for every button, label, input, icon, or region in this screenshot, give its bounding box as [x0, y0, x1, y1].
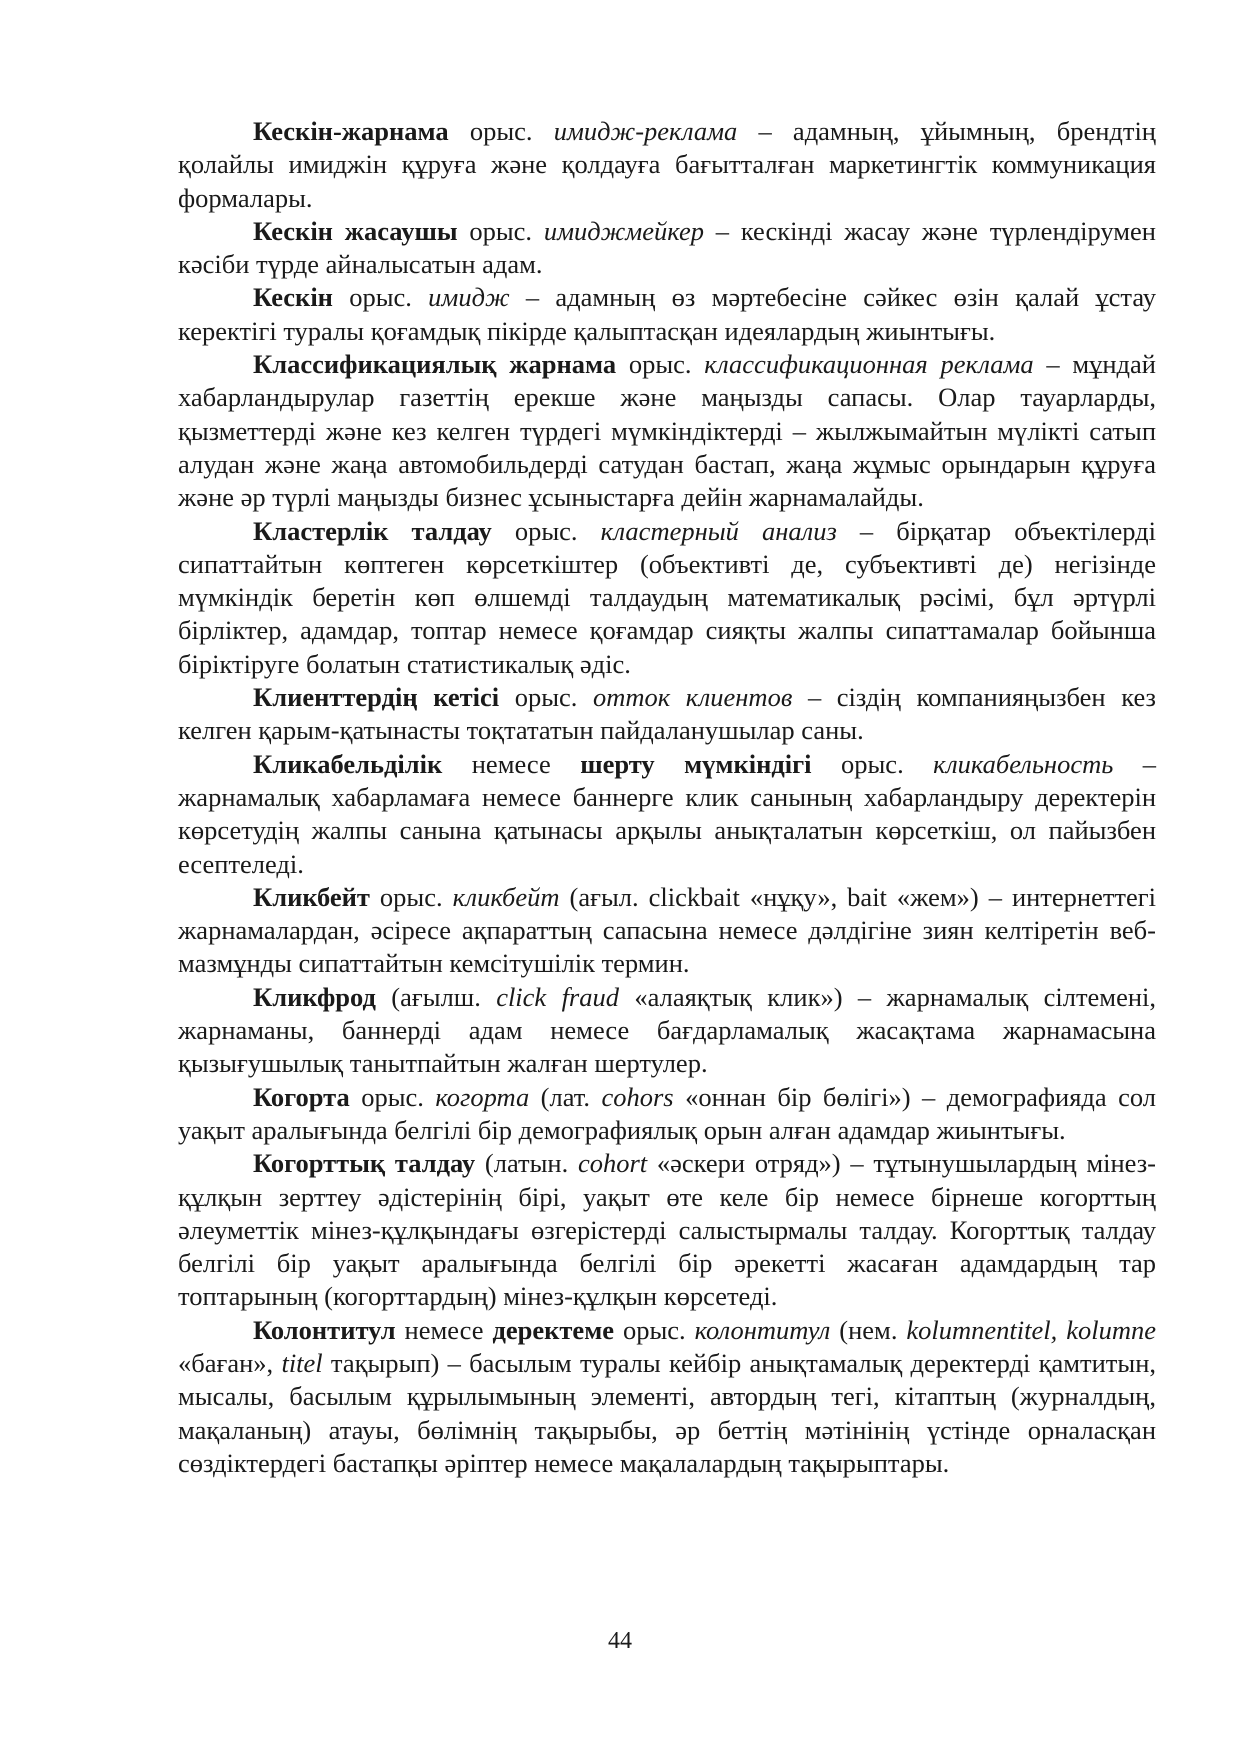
entry-term: Кликфрод	[253, 981, 376, 1012]
entry-translation: кликбейт	[452, 881, 560, 912]
entry-term: Кескін жасаушы	[253, 215, 458, 246]
entry-term: Кликабельділік	[253, 748, 443, 779]
entry-text: (нем.	[830, 1314, 907, 1345]
entry-text: орыс.	[448, 116, 554, 146]
entry-term: Когорттық талдау	[253, 1148, 476, 1179]
entry-text: – бірқатар объектілерді сипаттайтын көптеген көрсеткіштер (объективті де, субъективті де) негізінде мүмкіндік беретін көп өлшемді талдаудың математикалық рәсімі, бұл әртүрлі бірліктер, адамдар, топтар немесе қоғамдар сияқты жалпы сипаттамалар бойынша біріктіруге болатын статистикалық әдіс.	[178, 515, 1156, 679]
entry-translation: имидж-реклама	[553, 116, 738, 146]
entry-translation: отток клиентов	[593, 682, 793, 713]
glossary-entry	[178, 1147, 1156, 1313]
entry-translation: когорта	[435, 1081, 530, 1112]
entry-text: – сіздің компанияңызбен кез келген қарым-қатынасты тоқтататын пайдаланушылар саны.	[178, 682, 1156, 746]
entry-translation: имиджмейкер	[543, 215, 704, 246]
entry-text: орыс.	[616, 349, 705, 380]
entry-translation: имидж	[428, 282, 510, 313]
entry-text: «әскери отряд») – тұтынушылардың мінез-құлқын зерттеу әдістерінің бірі, уақыт өте келе бір немесе бірнеше когорттың әлеуметтік мінез-құлқындағы өзгерістерді салыстырмалы талдау. Когорттық талдау белгілі бір уақыт аралығында белгілі бір әрекетті жасаған адамдардың тар топтарының (когорттардың) мінез-құлқын көрсетеді.	[178, 1148, 1157, 1312]
glossary-entry	[178, 215, 1156, 282]
entry-text: орыс.	[499, 682, 594, 713]
entry-text: – кескінді жасау және түрлендірумен кәсіби түрде айналысатын адам.	[178, 215, 1156, 280]
glossary-entries	[178, 115, 1156, 1480]
glossary-entry	[178, 1314, 1156, 1480]
entry-text: немесе	[442, 748, 581, 779]
entry-term: Кластерлік талдау	[253, 515, 492, 546]
glossary-entry	[178, 115, 1156, 215]
entry-text: (ағылш.	[375, 981, 497, 1012]
entry-term: Клиенттердің кетісі	[253, 682, 500, 713]
glossary-entry	[178, 515, 1156, 681]
entry-text: немесе	[395, 1314, 493, 1345]
glossary-entry	[178, 281, 1156, 348]
entry-text: – адамның, ұйымның, брендтің қолайлы имиджін құруға және қолдауға бағытталған маркетингтік коммуникация формалары.	[178, 116, 1156, 213]
glossary-entry	[178, 348, 1156, 514]
entry-term: Кескін-жарнама	[253, 116, 449, 146]
entry-term: шерту мүмкіндігі	[580, 748, 812, 779]
entry-term: Когорта	[253, 1081, 350, 1112]
entry-text: «баған»,	[178, 1347, 282, 1378]
glossary-entry	[178, 748, 1156, 881]
entry-text: – адамның өз мәртебесіне сәйкес өзін қалай ұстау керектігі туралы қоғамдық пікірде қалыптасқан идеялардың жиынтығы.	[178, 282, 1156, 346]
entry-term: Кескін	[253, 282, 333, 313]
entry-translation: cohort	[577, 1148, 648, 1179]
glossary-entry	[178, 881, 1156, 981]
entry-term: Кликбейт	[253, 881, 370, 912]
entry-text: тақырып) – басылым туралы кейбір анықтамалық деректерді қамтитын, мысалы, басылым құрылымының элементі, автордың тегі, кітаптың (журналдың, мақаланың) атауы, бөлімнің тақырыбы, әр беттің мәтінінің үстінде орналасқан сөздіктердегі бастапқы әріптер немесе мақалалардың тақырыптары.	[178, 1347, 1156, 1478]
entry-translation: кликабельность	[933, 748, 1114, 779]
entry-text: – мұндай хабарландырулар газеттің ерекше және маңызды сапасы. Олар тауарларды, қызметтерді және кез келген түрдегі мүмкіндіктерді – жылжымайтын мүлікті сатып алудан және жаңа автомобильдерді сатудан бастап, жаңа жұмыс орындарын құруға және әр түрлі маңызды бизнес ұсыныстарға дейін жарнамалайды.	[178, 349, 1156, 513]
entry-text: орыс.	[811, 748, 934, 779]
entry-text: орыс.	[457, 215, 544, 246]
entry-text: (ағыл. clickbait «нұқу», bait «жем») – интернеттегі жарнамалардан, әсіресе ақпараттың сапасына немесе дәлдігіне зиян келтіретін веб-мазмұнды сипаттайтын кемсітушілік термин.	[178, 881, 1156, 979]
entry-translation: click fraud	[496, 981, 619, 1012]
entry-text: орыс.	[491, 515, 601, 546]
entry-translation: titel	[281, 1347, 323, 1378]
entry-text: орыс.	[614, 1314, 695, 1345]
glossary-entry	[178, 1081, 1156, 1148]
entry-translation: колонтитул	[694, 1314, 831, 1345]
entry-text: – жарнамалық хабарламаға немесе баннерге клик санының хабарландыру деректерін көрсетудің жалпы санына қатынасы арқылы анықталатын көрсеткіш, ол пайызбен есептеледі.	[178, 748, 1156, 879]
entry-translation: кластерный анализ	[600, 515, 837, 546]
glossary-entry	[178, 981, 1156, 1081]
entry-term: деректеме	[492, 1314, 615, 1345]
entry-term: Колонтитул	[253, 1314, 396, 1345]
entry-text: орыс.	[332, 282, 429, 313]
glossary-entry	[178, 681, 1156, 748]
entry-text: орыс.	[349, 1081, 436, 1112]
glossary-page	[178, 115, 1156, 1480]
entry-translation: классификационная реклама	[704, 349, 1034, 380]
entry-text: орыс.	[369, 881, 453, 912]
entry-term: Классификациялық жарнама	[253, 349, 617, 380]
entry-text: «оннан бір бөлігі») – демографияда сол уақыт аралығында белгілі бір демографиялық орын алған адамдар жиынтығы.	[178, 1081, 1156, 1145]
page-number: 44	[608, 1628, 632, 1654]
entry-text: (лат.	[529, 1081, 602, 1112]
entry-translation: cohors	[601, 1081, 674, 1112]
entry-text: (латын.	[475, 1148, 578, 1179]
entry-translation: kolumnentitel, kolumne	[906, 1314, 1156, 1345]
entry-text: «алаяқтық клик») – жарнамалық сілтемені, жарнаманы, баннерді адам немесе бағдарламалық жасақтама жарнамасына қызығушылық танытпайтын жалған шертулер.	[178, 981, 1157, 1079]
